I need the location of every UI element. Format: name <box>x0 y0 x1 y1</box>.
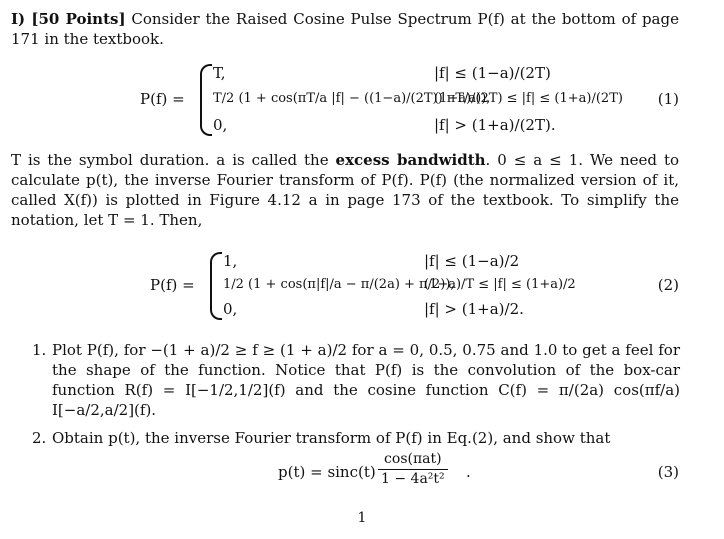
equation-3-trail: . <box>466 463 471 481</box>
equation-1-number: (1) <box>657 90 679 108</box>
equation-2-row-3-cond: |f| > (1+a)/2. <box>424 300 524 318</box>
equation-2 <box>0 250 679 322</box>
problem-intro-text: Consider the Raised Cosine Pulse Spectrum P(f) at the bottom of page 171 in the textbook. <box>11 10 679 48</box>
list-item <box>32 428 680 448</box>
page-number: 1 <box>357 510 367 526</box>
equation-2-row-3-expr: 0, <box>223 300 238 318</box>
equation-1-row-2-cond: (1−a)/(2T) ≤ |f| ≤ (1+a)/(2T) <box>434 91 623 106</box>
equation-1-brace <box>200 64 212 136</box>
equation-2-row-2-cond: (1−a)/T ≤ |f| ≤ (1+a)/2 <box>424 277 576 292</box>
equation-3-numerator: cos(πat) <box>378 450 448 470</box>
problem-intro <box>11 9 679 49</box>
paragraph-2 <box>11 150 679 230</box>
paragraph-2-part1: T is the symbol duration. a is called the <box>11 151 336 169</box>
list-item-text: Plot P(f), for −(1 + a)/2 ≥ f ≥ (1 + a)/2 for a = 0, 0.5, 0.75 and 1.0 to get a feel for the shape of the function. Notice that P(f) is the convolution of the box-car function R(f) = I[−1/2,1/2](f) and the cosine function C(f) = π/(2a) cos(πf/a) I[−a/2,a/2](f). <box>52 341 680 419</box>
equation-3-lhs: p(t) = sinc(t) <box>278 463 376 481</box>
equation-3-number: (3) <box>657 463 679 481</box>
list-item-text: Obtain p(t), the inverse Fourier transform of P(f) in Eq.(2), and show that <box>52 429 611 447</box>
paragraph-2-part2: . 0 ≤ a ≤ 1. We need to calculate p(t), the inverse Fourier transform of P(f). P(f) (the normalized version of it, called X(f)) is plotted in Figure 4.12 a in page 173 of the textbook. To simplify the notation, let T = 1. Then, <box>11 151 680 229</box>
equation-2-number: (2) <box>657 276 679 294</box>
equation-1-row-2-expr: T/2 (1 + cos(πT/a |f| − ((1−a)/(2T)) πT/a)), <box>213 91 491 106</box>
task-list <box>32 340 680 448</box>
equation-1-row-1-cond: |f| ≤ (1−a)/(2T) <box>434 64 551 82</box>
equation-2-row-2-expr: 1/2 (1 + cos(π|f|/a − π/(2a) + π/2)), <box>223 277 455 292</box>
list-item-number: 2. <box>32 429 47 447</box>
equation-3-fraction <box>378 450 448 489</box>
equation-2-lhs: P(f) = <box>150 276 195 294</box>
list-item <box>32 340 680 420</box>
equation-1 <box>0 62 679 138</box>
equation-2-row-1-expr: 1, <box>223 252 238 270</box>
list-item-number: 1. <box>32 341 47 359</box>
equation-1-row-3-expr: 0, <box>213 116 228 134</box>
equation-2-row-1-cond: |f| ≤ (1−a)/2 <box>424 252 520 270</box>
paragraph-2-bold: excess bandwidth <box>335 151 486 169</box>
problem-label: I) [50 Points] <box>11 10 126 28</box>
equation-3-denominator: 1 − 4a²t² <box>381 471 445 487</box>
equation-3 <box>0 450 679 494</box>
equation-1-row-3-cond: |f| > (1+a)/(2T). <box>434 116 556 134</box>
equation-1-lhs: P(f) = <box>140 90 185 108</box>
equation-1-row-1-expr: T, <box>213 64 226 82</box>
equation-2-brace <box>210 252 222 320</box>
